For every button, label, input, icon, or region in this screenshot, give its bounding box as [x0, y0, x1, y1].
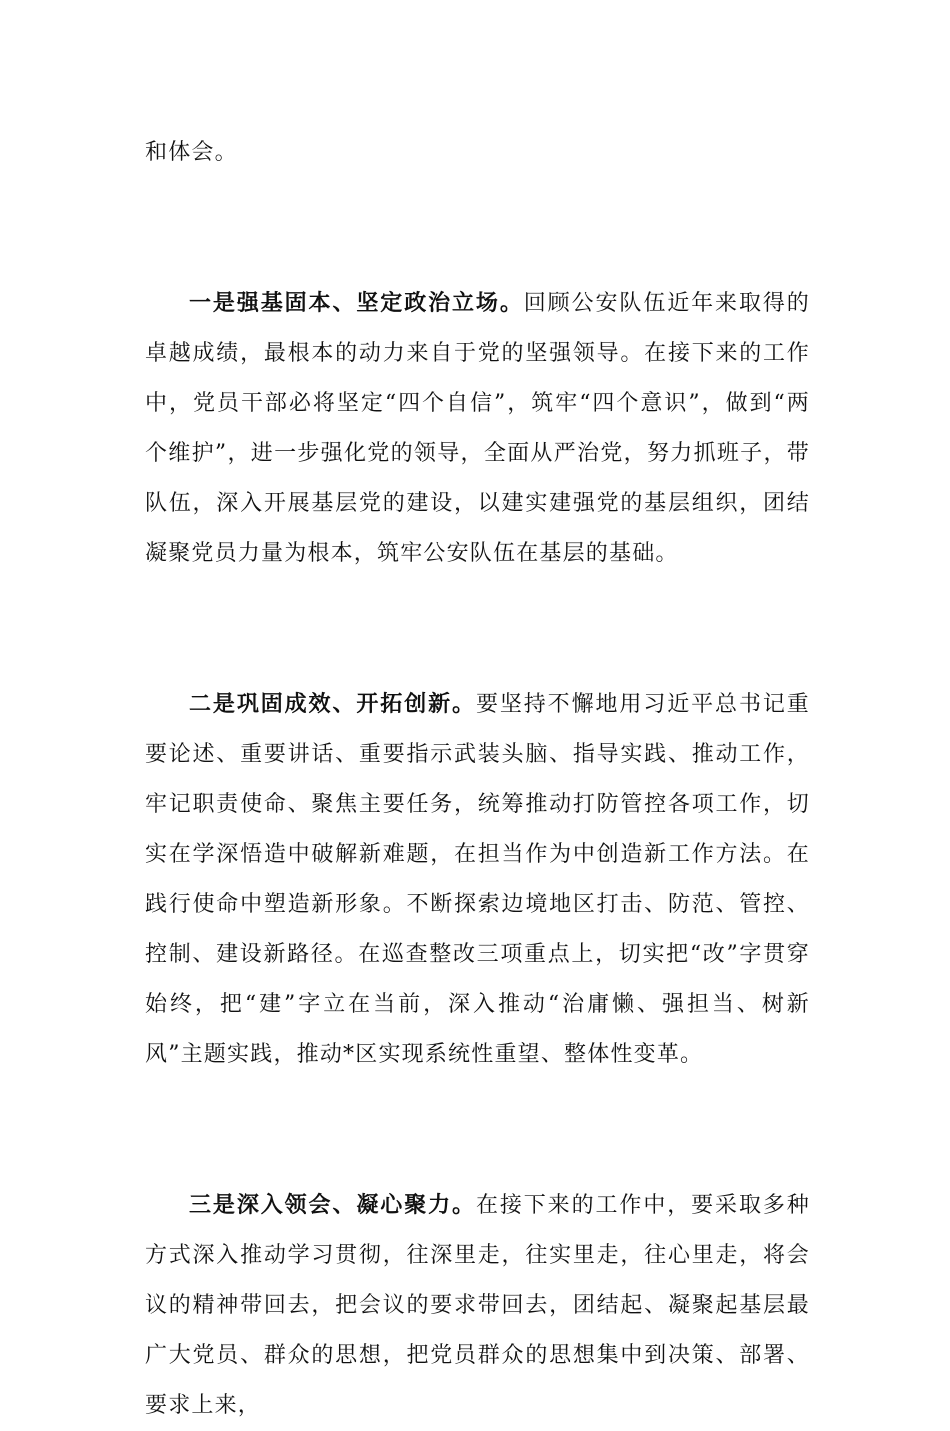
paragraph-lead: 一是强基固本、坚定政治立场。: [189, 290, 524, 316]
paragraph-point-one: [145, 278, 810, 579]
paragraph-continuation: [145, 128, 810, 178]
paragraph-gap: [145, 579, 810, 679]
paragraph-body: 要坚持不懈地用习近平总书记重要论述、重要讲话、重要指示武装头脑、指导实践、推动工作，牢记职责使命、聚焦主要任务，统筹推动打防管控各项工作，切实在学深悟造中破解新难题，在担当作为中创造新工作方法。在践行使命中塑造新形象。不断探索边境地区打击、防范、管控、控制、建设新路径。在巡查整改三项重点上，切实把“改”字贯穿始终，把“建”字立在当前，深入推动“治庸懒、强担当、树新风”主题实践，推动*区实现系统性重望、整体性变革。: [145, 692, 810, 1067]
paragraph-point-two: [145, 679, 810, 1080]
paragraph-body: 在接下来的工作中，要采取多种方式深入推动学习贯彻，往深里走，往实里走，往心里走，将会议的精神带回去，把会议的要求带回去，团结起、凝聚起基层最广大党员、群众的思想，把党员群众的思想集中到决策、部署、要求上来，: [145, 1193, 810, 1418]
paragraph-lead: 三是深入领会、凝心聚力。: [189, 1192, 476, 1218]
paragraph-lead: 二是巩固成效、开拓创新。: [189, 691, 476, 717]
paragraph-point-three: [145, 1180, 810, 1431]
paragraph-body: 和体会。: [145, 140, 238, 165]
paragraph-gap: [145, 178, 810, 278]
paragraph-body: 回顾公安队伍近年来取得的卓越成绩，最根本的动力来自于党的坚强领导。在接下来的工作中，党员干部必将坚定“四个自信”，筑牢“四个意识”，做到“两个维护”，进一步强化党的领导，全面从严治党，努力抓班子，带队伍，深入开展基层党的建设，以建实建强党的基层组织，团结凝聚党员力量为根本，筑牢公安队伍在基层的基础。: [145, 291, 810, 566]
text-column: [145, 128, 810, 1431]
paragraph-gap: [145, 1080, 810, 1180]
